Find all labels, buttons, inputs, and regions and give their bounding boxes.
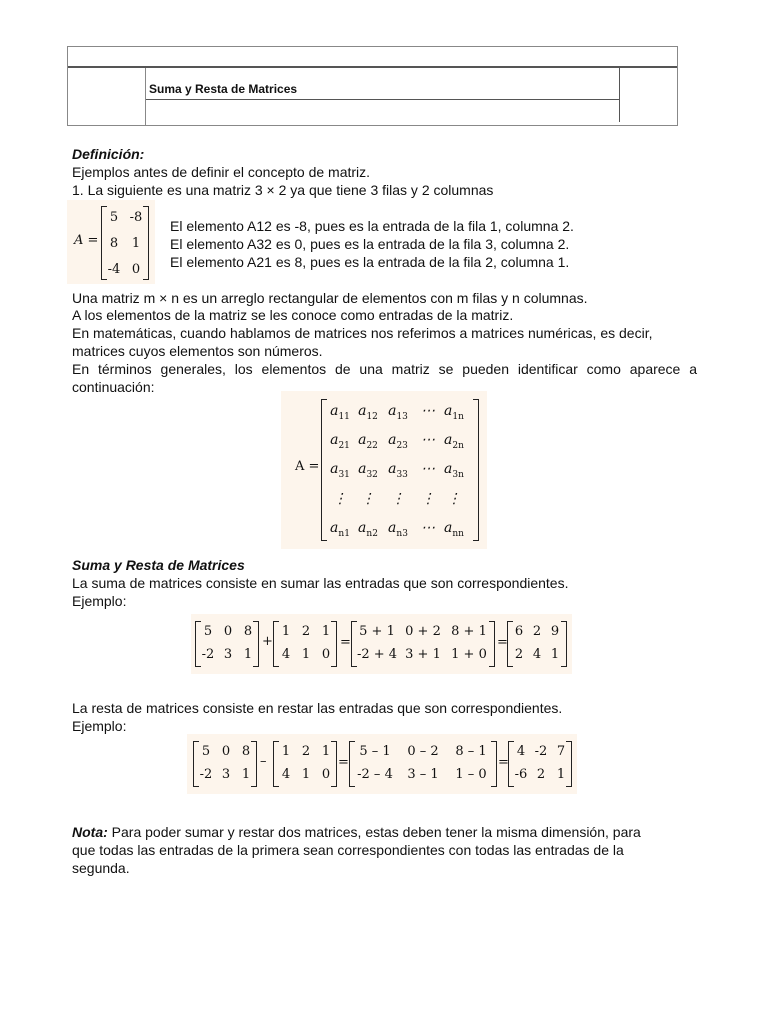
entry-symbol: a	[444, 403, 453, 419]
entry-subscript: 2n	[452, 440, 464, 451]
entry-symbol: ⋯	[421, 432, 435, 448]
entry-symbol: a	[358, 432, 367, 448]
matrix-note-3: El elemento A21 es 8, pues es la entrada de la fila 2, columna 1.	[170, 254, 570, 270]
matrix-entry: -2	[199, 767, 213, 782]
matrix-entry: 1 + 0	[451, 647, 487, 662]
matrix-entry: 2	[301, 744, 311, 759]
matrix-entry: 0 + 2	[405, 624, 441, 639]
matrix-entry: 2	[514, 647, 524, 662]
matrix-entry: 3	[223, 647, 233, 662]
entry-symbol: a	[444, 461, 453, 477]
entry-symbol: a	[330, 432, 339, 448]
entry-symbol: ⋮	[361, 491, 375, 507]
diff-m3	[349, 741, 497, 787]
entry-subscript: 1n	[452, 411, 464, 422]
entry-subscript: 23	[396, 440, 408, 451]
entry-subscript: 31	[338, 469, 350, 480]
general-matrix-label: A =	[295, 459, 320, 474]
matrix-entry: 4	[281, 767, 291, 782]
matrix-entry: 0	[223, 624, 233, 639]
general-matrix-entry	[353, 520, 383, 539]
entry-symbol: a	[388, 432, 397, 448]
general-matrix-entry	[383, 461, 413, 480]
matrix-entry: 8	[109, 236, 119, 251]
general-matrix-entry	[439, 461, 469, 480]
matrix-entry: 8 + 1	[451, 624, 487, 639]
sum-eq1-symbol: =	[340, 635, 351, 650]
general-matrix-entry	[439, 432, 469, 451]
diff-m4	[508, 741, 572, 787]
general-matrix-entry	[353, 491, 383, 507]
matrix-entry: 1	[281, 624, 291, 639]
matrix-entry: -8	[129, 210, 143, 225]
general-matrix-entry	[353, 461, 383, 480]
sum-m3	[351, 621, 495, 667]
entry-symbol: a	[388, 461, 397, 477]
general-matrix-figure	[281, 391, 487, 549]
matrix-entry: -4	[107, 262, 121, 277]
header-table	[67, 46, 678, 126]
entry-symbol: a	[330, 403, 339, 419]
nota-label: Nota:	[72, 824, 108, 840]
general-matrix-entry	[325, 461, 355, 480]
entry-subscript: nn	[452, 528, 464, 539]
matrix-a-figure	[67, 200, 155, 284]
entry-symbol: ⋮	[421, 491, 435, 507]
diff-m1	[193, 741, 257, 787]
general-matrix-entry	[439, 520, 469, 539]
entry-symbol: a	[444, 520, 453, 536]
nota-text-1: Para poder sumar y restar dos matrices, estas deben tener la misma dimensión, para	[107, 824, 641, 840]
diff-op-symbol: –	[260, 754, 267, 769]
entry-symbol: ⋮	[447, 491, 461, 507]
entry-subscript: 22	[366, 440, 378, 451]
matrix-entry: 1	[131, 236, 141, 251]
sum-op-symbol: +	[262, 634, 273, 649]
sum-example-label: Ejemplo:	[72, 593, 127, 609]
sum-m4	[507, 621, 567, 667]
matrix-entry: 7	[556, 744, 566, 759]
matrix-entry: 5	[109, 210, 119, 225]
general-matrix-entry	[325, 403, 355, 422]
diff-eq1-symbol: =	[338, 755, 349, 770]
matrix-entry: -2	[534, 744, 548, 759]
entry-subscript: n1	[338, 528, 350, 539]
entry-symbol: ⋯	[421, 520, 435, 536]
matrix-entry: 4	[516, 744, 526, 759]
matrix-entry: 3	[221, 767, 231, 782]
paragraph-4a: En términos generales, los elementos de una matriz se pueden identificar como aparece a	[72, 361, 697, 377]
entry-symbol: ⋮	[333, 491, 347, 507]
matrix-entry: 3 + 1	[405, 647, 441, 662]
entry-symbol: a	[358, 403, 367, 419]
entry-symbol: a	[358, 520, 367, 536]
entry-subscript: 3n	[452, 469, 464, 480]
paragraph-3a: En matemáticas, cuando hablamos de matrices nos referimos a matrices numéricas, es decir,	[72, 325, 653, 341]
matrix-entry: -6	[514, 767, 528, 782]
paragraph-3b: matrices cuyos elementos son números.	[72, 343, 323, 359]
matrix-entry: 1	[281, 744, 291, 759]
general-matrix-entry	[353, 403, 383, 422]
paragraph-2: A los elementos de la matriz se les conoce como entradas de la matriz.	[72, 307, 514, 323]
header-divider	[68, 66, 677, 68]
diff-eq2-symbol: =	[498, 755, 509, 770]
general-matrix-entry	[353, 432, 383, 451]
matrix-note-1: El elemento A12 es -8, pues es la entrada de la fila 1, columna 2.	[170, 218, 574, 234]
matrix-entry: 5	[203, 624, 213, 639]
entry-subscript: 13	[396, 411, 408, 422]
sum-m1	[195, 621, 259, 667]
diff-m2	[273, 741, 337, 787]
matrix-entry: 5 + 1	[359, 624, 395, 639]
entry-subscript: n2	[366, 528, 378, 539]
matrix-entry: 0	[321, 767, 331, 782]
matrix-entry: 1	[243, 647, 253, 662]
entry-symbol: a	[388, 403, 397, 419]
matrix-entry: 5 – 1	[359, 744, 391, 759]
matrix-note-2: El elemento A32 es 0, pues es la entrada de la fila 3, columna 2.	[170, 236, 570, 252]
matrix-entry: 1	[301, 767, 311, 782]
entry-subscript: 33	[396, 469, 408, 480]
sum-m2	[273, 621, 337, 667]
diff-example-figure	[187, 734, 577, 794]
header-title-underline	[146, 99, 620, 100]
entry-symbol: a	[444, 432, 453, 448]
general-matrix-entry	[325, 491, 355, 507]
paragraph-1: Una matriz m × n es un arreglo rectangular de elementos con m filas y n columnas.	[72, 290, 588, 306]
entry-symbol: a	[330, 461, 339, 477]
general-matrix-entry	[439, 403, 469, 422]
general-matrix	[321, 399, 479, 541]
matrix-entry: 0	[131, 262, 141, 277]
matrix-entry: 1	[550, 647, 560, 662]
matrix-entry: 6	[514, 624, 524, 639]
general-matrix-entry	[383, 491, 413, 507]
nota-line-2: que todas las entradas de la primera sean correspondientes con todas las entradas de la	[72, 842, 624, 858]
matrix-entry: -2	[201, 647, 215, 662]
entry-symbol: a	[358, 461, 367, 477]
general-matrix-entry	[383, 432, 413, 451]
entry-subscript: 11	[338, 411, 350, 422]
matrix-entry: 2	[532, 624, 542, 639]
matrix-entry: 8 – 1	[455, 744, 487, 759]
sum-text: La suma de matrices consiste en sumar las entradas que son correspondientes.	[72, 575, 569, 591]
matrix-entry: 5	[201, 744, 211, 759]
definition-item-1: 1. La siguiente es una matriz 3 × 2 ya que tiene 3 filas y 2 columnas	[72, 182, 494, 198]
sum-example-figure	[191, 614, 572, 674]
matrix-entry: 4	[532, 647, 542, 662]
nota-line-1	[72, 823, 641, 841]
matrix-entry: 1	[556, 767, 566, 782]
matrix-a	[101, 206, 149, 280]
matrix-a-label: A =	[74, 233, 99, 248]
entry-subscript: 12	[366, 411, 378, 422]
entry-symbol: ⋯	[421, 461, 435, 477]
definition-heading: Definición:	[72, 146, 145, 162]
general-matrix-entry	[325, 520, 355, 539]
entry-symbol: ⋯	[421, 403, 435, 419]
definition-intro: Ejemplos antes de definir el concepto de matriz.	[72, 164, 371, 180]
general-matrix-entry	[439, 491, 469, 507]
general-matrix-entry	[383, 403, 413, 422]
matrix-entry: 8	[243, 624, 253, 639]
matrix-entry: 8	[241, 744, 251, 759]
entry-symbol: a	[388, 520, 397, 536]
matrix-entry: 4	[281, 647, 291, 662]
entry-subscript: n3	[396, 528, 408, 539]
matrix-entry: 1	[241, 767, 251, 782]
matrix-entry: 9	[550, 624, 560, 639]
matrix-entry: -2 – 4	[357, 767, 393, 782]
paragraph-4b: continuación:	[72, 379, 155, 395]
sum-eq2-symbol: =	[497, 635, 508, 650]
header-right-divider	[619, 68, 620, 122]
diff-text: La resta de matrices consiste en restar las entradas que son correspondientes.	[72, 700, 563, 716]
matrix-entry: 3 – 1	[407, 767, 439, 782]
matrix-entry: 1	[301, 647, 311, 662]
nota-line-3: segunda.	[72, 860, 130, 876]
matrix-entry: 1	[321, 744, 331, 759]
matrix-entry: 0 – 2	[407, 744, 439, 759]
general-matrix-entry	[383, 520, 413, 539]
matrix-entry: 1	[321, 624, 331, 639]
entry-symbol: ⋮	[391, 491, 405, 507]
matrix-entry: 0	[321, 647, 331, 662]
matrix-entry: 0	[221, 744, 231, 759]
entry-symbol: a	[330, 520, 339, 536]
header-left-divider	[145, 68, 146, 126]
matrix-entry: 1 – 0	[455, 767, 487, 782]
entry-subscript: 32	[366, 469, 378, 480]
entry-subscript: 21	[338, 440, 350, 451]
diff-example-label: Ejemplo:	[72, 718, 127, 734]
general-matrix-entry	[325, 432, 355, 451]
document-title: Suma y Resta de Matrices	[149, 82, 298, 96]
sum-heading: Suma y Resta de Matrices	[72, 557, 245, 573]
matrix-entry: 2	[301, 624, 311, 639]
matrix-entry: 2	[536, 767, 546, 782]
matrix-entry: -2 + 4	[356, 647, 398, 662]
